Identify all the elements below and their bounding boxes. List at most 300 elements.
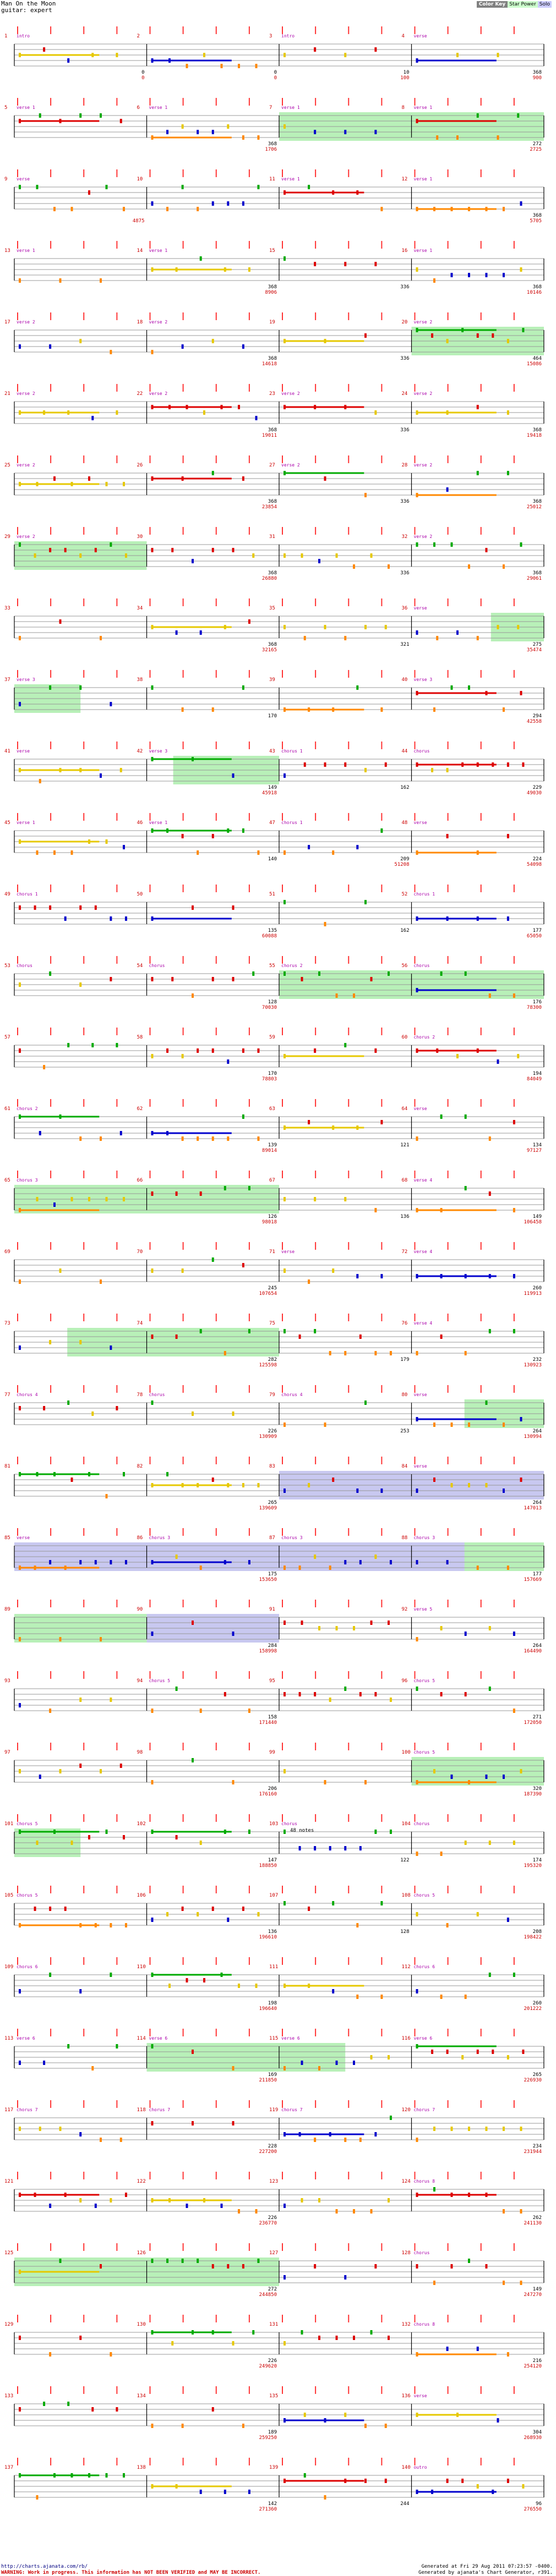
score-value: 130994 bbox=[524, 1434, 542, 1440]
note-count: 294 bbox=[532, 713, 542, 719]
note bbox=[416, 850, 418, 855]
note bbox=[370, 1621, 373, 1625]
score-value: 0 bbox=[141, 75, 145, 81]
note bbox=[364, 1400, 367, 1405]
note bbox=[314, 2138, 316, 2142]
note bbox=[224, 1830, 226, 1834]
note-count: 260 bbox=[532, 2001, 542, 2006]
note bbox=[19, 2473, 21, 2478]
measure-number: 132 bbox=[401, 2322, 411, 2327]
measure-number: 85 bbox=[4, 1535, 10, 1541]
note bbox=[336, 553, 338, 558]
note bbox=[446, 1923, 449, 1927]
note bbox=[182, 1054, 184, 1058]
note-count: 149 bbox=[268, 785, 277, 790]
note bbox=[513, 1274, 515, 1278]
note bbox=[182, 1483, 184, 1487]
note bbox=[197, 850, 199, 855]
note bbox=[477, 2484, 479, 2489]
note bbox=[359, 1692, 362, 1696]
measure-number: 107 bbox=[269, 1893, 279, 1898]
note bbox=[252, 553, 254, 558]
note-count: 245 bbox=[268, 1286, 277, 1291]
measure-number: 101 bbox=[4, 1821, 14, 1827]
note bbox=[314, 1197, 316, 1201]
note bbox=[284, 405, 286, 409]
note bbox=[242, 1907, 244, 1911]
note bbox=[151, 1709, 154, 1713]
note bbox=[95, 1923, 97, 1927]
note bbox=[67, 410, 69, 415]
measure-number: 67 bbox=[269, 1178, 275, 1183]
note bbox=[100, 636, 102, 640]
footer-url[interactable]: http://charts.ajanata.com/rb/ bbox=[1, 2564, 88, 2569]
section-label: verse 6 bbox=[281, 2036, 300, 2041]
note bbox=[79, 1923, 81, 1927]
note bbox=[182, 476, 184, 481]
note bbox=[513, 1841, 515, 1845]
measure-number: 110 bbox=[137, 1964, 146, 1970]
note bbox=[182, 1907, 184, 1911]
note bbox=[34, 1566, 36, 1570]
score-value: 276550 bbox=[524, 2507, 542, 2512]
color-key-label: Color Key bbox=[477, 1, 508, 8]
note bbox=[59, 619, 62, 624]
note bbox=[242, 1263, 244, 1267]
measure-number: 2 bbox=[137, 34, 140, 39]
note bbox=[221, 1973, 223, 1977]
note bbox=[242, 685, 244, 690]
measure-number: 65 bbox=[4, 1178, 10, 1183]
note bbox=[192, 559, 194, 563]
measure-number: 138 bbox=[137, 2465, 146, 2470]
note-count: 464 bbox=[532, 356, 542, 361]
note bbox=[39, 779, 41, 783]
chart-header bbox=[1, 1, 56, 14]
note bbox=[477, 762, 479, 767]
note bbox=[513, 1329, 515, 1333]
note bbox=[318, 2198, 320, 2202]
note bbox=[200, 1709, 202, 1713]
measure-number: 86 bbox=[137, 1535, 143, 1541]
note bbox=[433, 542, 435, 547]
note bbox=[197, 207, 199, 211]
measure-number: 121 bbox=[4, 2179, 14, 2184]
note bbox=[151, 828, 154, 833]
note bbox=[374, 130, 377, 134]
note bbox=[388, 2055, 390, 2059]
note bbox=[88, 839, 90, 844]
note bbox=[79, 685, 81, 690]
measure-number: 20 bbox=[401, 320, 408, 325]
note bbox=[200, 1191, 202, 1196]
note bbox=[374, 1048, 377, 1053]
note-count: 216 bbox=[532, 2358, 542, 2364]
note bbox=[166, 1472, 168, 1476]
section-label: intro bbox=[17, 34, 30, 39]
note bbox=[64, 548, 67, 552]
score-value: 78803 bbox=[261, 1076, 277, 1082]
note bbox=[477, 113, 479, 118]
score-value: 271360 bbox=[259, 2507, 277, 2512]
measure-number: 44 bbox=[401, 749, 408, 754]
section-label: verse 1 bbox=[281, 177, 300, 182]
section-label: verse 2 bbox=[413, 391, 433, 396]
score-value: 231944 bbox=[524, 2149, 542, 2155]
score-value: 35474 bbox=[526, 647, 542, 653]
note bbox=[507, 762, 509, 767]
note bbox=[456, 53, 459, 57]
note bbox=[513, 1709, 515, 1713]
note bbox=[176, 267, 178, 272]
note-count: 135 bbox=[268, 928, 277, 933]
note bbox=[151, 1780, 154, 1784]
note bbox=[151, 1268, 154, 1273]
note bbox=[151, 1334, 154, 1339]
note bbox=[123, 482, 125, 486]
section-label: verse bbox=[413, 1106, 427, 1111]
note-count: 174 bbox=[532, 1858, 542, 1863]
note bbox=[151, 625, 154, 629]
measure-number: 130 bbox=[137, 2322, 146, 2327]
note-count: 142 bbox=[268, 2501, 277, 2507]
note bbox=[344, 53, 346, 57]
note bbox=[232, 977, 235, 981]
note bbox=[308, 1907, 310, 1911]
score-value: 98018 bbox=[261, 1220, 277, 1225]
score-value: 196610 bbox=[259, 1935, 277, 1940]
note bbox=[19, 1114, 21, 1119]
note bbox=[364, 625, 367, 629]
note bbox=[416, 630, 418, 635]
note bbox=[284, 707, 286, 712]
note bbox=[248, 1709, 250, 1713]
note bbox=[39, 113, 41, 118]
note-count: 336 bbox=[400, 570, 410, 576]
section-label: verse 1 bbox=[17, 105, 35, 110]
note bbox=[36, 850, 39, 855]
note bbox=[440, 1208, 443, 1212]
note bbox=[356, 1125, 358, 1130]
note-count: 134 bbox=[532, 1143, 542, 1148]
note bbox=[385, 762, 387, 767]
note bbox=[353, 564, 355, 569]
note bbox=[416, 2413, 418, 2417]
measure-number: 54 bbox=[137, 963, 143, 969]
note bbox=[284, 1621, 286, 1625]
note bbox=[182, 2259, 184, 2263]
note bbox=[79, 905, 81, 910]
note bbox=[212, 2407, 214, 2412]
note bbox=[53, 1830, 56, 1834]
note bbox=[176, 1191, 178, 1196]
score-value: 78300 bbox=[526, 1005, 542, 1010]
section-label: verse bbox=[17, 177, 30, 182]
note bbox=[79, 2132, 81, 2136]
note bbox=[451, 685, 453, 690]
note bbox=[416, 1208, 418, 1212]
measure-number: 90 bbox=[137, 1607, 143, 1612]
note bbox=[353, 2336, 355, 2340]
note bbox=[332, 707, 334, 712]
note bbox=[19, 702, 21, 706]
note bbox=[477, 1048, 479, 1053]
note bbox=[125, 1560, 127, 1564]
note bbox=[227, 2264, 229, 2269]
note bbox=[248, 2490, 250, 2494]
note bbox=[416, 1989, 418, 1993]
measure-number: 140 bbox=[401, 2465, 411, 2470]
note bbox=[314, 1692, 316, 1696]
note bbox=[238, 64, 240, 68]
note bbox=[232, 773, 235, 778]
measure-number: 124 bbox=[401, 2179, 411, 2184]
note bbox=[49, 1709, 51, 1713]
note bbox=[79, 2198, 81, 2202]
note bbox=[416, 1351, 418, 1355]
section-label: chorus 2 bbox=[413, 1035, 435, 1040]
note bbox=[34, 1907, 36, 1911]
note bbox=[332, 1989, 334, 1993]
note bbox=[284, 1830, 286, 1834]
measure-number: 93 bbox=[4, 1678, 10, 1684]
note bbox=[182, 1136, 184, 1141]
note bbox=[43, 1406, 45, 1410]
note bbox=[456, 1054, 459, 1058]
measure-number: 119 bbox=[269, 2107, 279, 2113]
measure-number: 73 bbox=[4, 1321, 10, 1326]
measure-number: 77 bbox=[4, 1392, 10, 1398]
section-label: chorus 7 bbox=[149, 2107, 171, 2112]
note bbox=[380, 1901, 383, 1905]
section-label: chorus 4 bbox=[17, 1392, 38, 1397]
note bbox=[182, 2424, 184, 2428]
note-count: 368 bbox=[268, 141, 277, 147]
measure-number: 136 bbox=[401, 2393, 411, 2399]
note bbox=[284, 1268, 286, 1273]
note bbox=[19, 1703, 21, 1707]
note bbox=[451, 2264, 453, 2269]
section-label: verse 2 bbox=[17, 391, 35, 396]
note bbox=[212, 1048, 214, 1053]
note bbox=[95, 2204, 97, 2208]
note-count: 175 bbox=[268, 1572, 277, 1577]
measure-number: 8 bbox=[401, 105, 405, 111]
footer-warning: WARNING: Work in progress. This information has NOT BEEN VERIFIED and MAY BE INCORRECT. bbox=[1, 2570, 261, 2575]
measure-number: 10 bbox=[137, 177, 143, 182]
measure-number: 116 bbox=[401, 2036, 411, 2041]
score-value: 4875 bbox=[132, 218, 145, 224]
note bbox=[257, 1136, 259, 1141]
note bbox=[433, 707, 435, 712]
note bbox=[242, 2424, 244, 2428]
note-count: 368 bbox=[532, 70, 542, 75]
note bbox=[203, 53, 205, 57]
note bbox=[19, 1472, 21, 1476]
note bbox=[123, 207, 125, 211]
note bbox=[176, 630, 178, 635]
note bbox=[284, 2479, 286, 2483]
measure-number: 126 bbox=[137, 2250, 146, 2256]
note bbox=[151, 977, 154, 981]
note-count: 272 bbox=[532, 141, 542, 147]
measure-number: 41 bbox=[4, 749, 10, 754]
note bbox=[468, 2259, 470, 2263]
note bbox=[356, 1274, 358, 1278]
instrument-difficulty: guitar: expert bbox=[1, 7, 52, 14]
measure-number: 122 bbox=[137, 2179, 146, 2184]
note bbox=[182, 124, 184, 129]
note bbox=[468, 1483, 470, 1487]
note bbox=[151, 1131, 154, 1135]
note bbox=[344, 405, 346, 409]
footer-generator: Generated by ajanata's Chart Generator, r391. bbox=[418, 2570, 553, 2575]
note-count: 177 bbox=[532, 928, 542, 933]
note bbox=[507, 2352, 509, 2357]
note bbox=[232, 905, 235, 910]
measure-number: 33 bbox=[4, 606, 10, 611]
note bbox=[520, 1769, 522, 1773]
score-value: 60088 bbox=[261, 933, 277, 939]
note bbox=[416, 1048, 418, 1053]
note bbox=[19, 1208, 21, 1212]
section-label: verse 1 bbox=[149, 820, 168, 825]
measure-number: 135 bbox=[269, 2393, 279, 2399]
section-label: verse 2 bbox=[17, 463, 35, 468]
note bbox=[192, 1758, 194, 1762]
note bbox=[301, 2061, 303, 2065]
note bbox=[374, 2132, 377, 2136]
note bbox=[456, 630, 459, 635]
note bbox=[125, 553, 127, 558]
note-count: 96 bbox=[536, 2501, 542, 2507]
note bbox=[517, 1054, 519, 1058]
section-label: verse 1 bbox=[149, 248, 168, 253]
note bbox=[151, 2044, 154, 2048]
measure-number: 102 bbox=[137, 1821, 146, 1827]
note bbox=[125, 2193, 127, 2197]
note bbox=[440, 1114, 443, 1119]
note bbox=[53, 850, 56, 855]
measure-number: 105 bbox=[4, 1893, 14, 1898]
note bbox=[390, 2116, 392, 2120]
note bbox=[284, 1422, 286, 1427]
note bbox=[192, 2121, 194, 2125]
note bbox=[100, 1637, 102, 1641]
note bbox=[151, 1830, 154, 1834]
score-value: 5705 bbox=[530, 218, 542, 224]
note bbox=[520, 1417, 522, 1421]
note-count: 226 bbox=[268, 2358, 277, 2364]
section-label: chorus 5 bbox=[413, 1750, 435, 1755]
note bbox=[370, 2330, 373, 2335]
note-count: 136 bbox=[268, 1929, 277, 1935]
note bbox=[324, 2495, 326, 2500]
note bbox=[120, 1131, 122, 1135]
note bbox=[43, 1065, 45, 1069]
note-count: 368 bbox=[268, 570, 277, 576]
score-value: 89014 bbox=[261, 1148, 277, 1154]
note bbox=[91, 1411, 94, 1416]
note-count: 320 bbox=[532, 1786, 542, 1792]
measure-number: 71 bbox=[269, 1249, 275, 1255]
section-label: chorus 3 bbox=[17, 1178, 38, 1183]
note bbox=[416, 207, 418, 211]
note bbox=[110, 542, 112, 547]
note bbox=[212, 130, 214, 134]
note bbox=[79, 768, 81, 772]
note bbox=[224, 1186, 226, 1190]
note-count: 336 bbox=[400, 499, 410, 504]
note-count: 368 bbox=[532, 284, 542, 290]
note bbox=[192, 1411, 194, 1416]
note bbox=[503, 564, 505, 569]
section-label: chorus 1 bbox=[17, 892, 38, 897]
note bbox=[477, 916, 479, 921]
measure-number: 98 bbox=[137, 1750, 143, 1755]
measure-number: 56 bbox=[401, 963, 408, 969]
note bbox=[197, 1912, 199, 1916]
score-value: 158998 bbox=[259, 1649, 277, 1654]
note-count: 140 bbox=[268, 856, 277, 862]
note bbox=[356, 1995, 358, 1999]
measure-number: 27 bbox=[269, 463, 275, 468]
note bbox=[489, 1274, 491, 1278]
score-value: 29061 bbox=[526, 576, 542, 581]
note bbox=[416, 988, 418, 992]
note bbox=[308, 845, 310, 849]
note bbox=[344, 1560, 346, 1564]
note bbox=[95, 548, 97, 552]
note bbox=[507, 1918, 509, 1922]
note bbox=[53, 476, 56, 481]
note bbox=[232, 1411, 235, 1416]
note bbox=[332, 1268, 334, 1273]
note-count: 149 bbox=[532, 2287, 542, 2292]
score-value: 249620 bbox=[259, 2364, 277, 2369]
note bbox=[416, 2193, 418, 2197]
note bbox=[388, 564, 390, 569]
note bbox=[252, 2330, 254, 2335]
note bbox=[436, 135, 438, 140]
note bbox=[192, 905, 194, 910]
section-label: chorus 5 bbox=[17, 1821, 38, 1826]
measure-number: 104 bbox=[401, 1821, 411, 1827]
note bbox=[212, 339, 214, 343]
note bbox=[151, 548, 154, 552]
note bbox=[224, 1692, 226, 1696]
note bbox=[497, 135, 499, 140]
note bbox=[416, 1637, 418, 1641]
note bbox=[125, 1923, 127, 1927]
note bbox=[71, 1478, 73, 1482]
note bbox=[110, 702, 112, 706]
note bbox=[416, 1780, 418, 1784]
measure-number: 35 bbox=[269, 606, 275, 611]
note bbox=[232, 1780, 235, 1784]
note bbox=[110, 916, 112, 921]
note-count: 226 bbox=[268, 1429, 277, 1434]
note-count: 170 bbox=[268, 713, 277, 719]
note bbox=[433, 278, 435, 283]
note bbox=[308, 1984, 310, 1988]
note bbox=[212, 834, 214, 838]
note bbox=[486, 2127, 488, 2131]
score-value: 15086 bbox=[526, 361, 542, 367]
note bbox=[318, 2336, 320, 2340]
note bbox=[67, 1043, 69, 1047]
section-label: chorus 8 bbox=[413, 2179, 435, 2184]
